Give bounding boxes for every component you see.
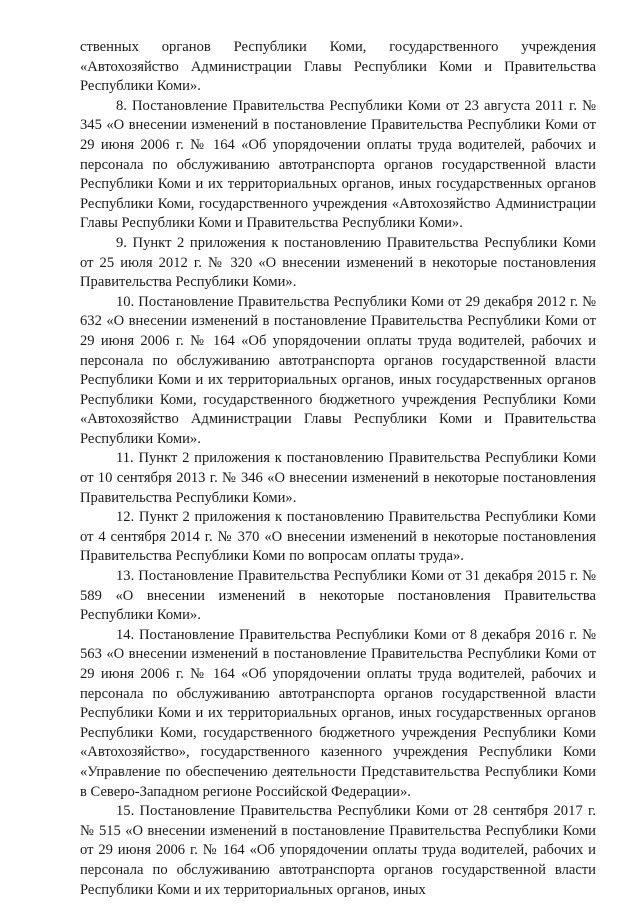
paragraph-continuation: ственных органов Республики Коми, государственного учреждения «Автохозяйство Администрации Главы Республики Коми и Правительства Республики Коми». [80,39,596,95]
document-page [80,38,596,900]
list-item-11: 11. Пункт 2 приложения к постановлению Правительства Республики Коми от 10 сентября 2013 г. № 346 «О внесении изменений в некоторые постановления Правительства Республики Коми». [80,450,596,506]
list-item-13: 13. Постановление Правительства Республики Коми от 31 декабря 2015 г. № 589 «О внесении изменений в некоторые постановления Правительства Республики Коми». [80,568,596,624]
list-item-9: 9. Пункт 2 приложения к постановлению Правительства Республики Коми от 25 июля 2012 г. № 320 «О внесении изменений в некоторые постановления Правительства Республики Коми». [80,234,596,291]
list-item-8: 8. Постановление Правительства Республики Коми от 23 августа 2011 г. № 345 «О внесении изменений в постановление Правительства Республики Коми от 29 июня 2006 г. № 164 «Об упорядочении оплаты труда водителей, рабочих и персонала по обслуживанию автотранспорта органов государственной власти Республики Коми и их территориальных органов, иных государственных органов Республики Коми, государственного учреждения «Автохозяйство Администрации Главы Республики Коми и Правительства Республики Коми». [80,97,596,232]
list-item-10: 10. Постановление Правительства Республики Коми от 29 декабря 2012 г. № 632 «О внесении изменений в постановление Правительства Республики Коми от 29 июня 2006 г. № 164 «Об упорядочении оплаты труда водителей, рабочих и персонала по обслуживанию автотранспорта органов государственной власти Республики Коми и их территориальных органов, иных государственных органов Республики Коми, государственного бюджетного учреждения Республики Коми «Автохозяйство Администрации Главы Республики Коми и Правительства Республики Коми». [80,293,596,447]
list-item-14: 14. Постановление Правительства Республики Коми от 8 декабря 2016 г. № 563 «О внесении изменений в постановление Правительства Республики Коми от 29 июня 2006 г. № 164 «Об упорядочении оплаты труда водителей, рабочих и персонала по обслуживанию автотранспорта органов государственной власти Республики Коми и их территориальных органов, иных государственных органов Республики Коми, государственного бюджетного учреждения Республики Коми «Автохозяйство», государственного казенного учреждения Республики Коми «Управление по обеспечению деятельности Представительства Республики Коми в Северо-Западном регионе Российской Федерации». [80,626,596,800]
list-item-12: 12. Пункт 2 приложения к постановлению Правительства Республики Коми от 4 сентября 2014 г. № 370 «О внесении изменений в некоторые постановления Правительства Республики Коми по вопросам оплаты труда». [80,509,596,565]
list-item-15: 15. Постановление Правительства Республики Коми от 28 сентября 2017 г. № 515 «О внесении изменений в постановление Правительства Республики Коми от 29 июня 2006 г. № 164 «Об упорядочении оплаты труда водителей, рабочих и персонала по обслуживанию автотранспорта органов государственной власти Республики Коми и их территориальных органов, иных [80,803,596,898]
